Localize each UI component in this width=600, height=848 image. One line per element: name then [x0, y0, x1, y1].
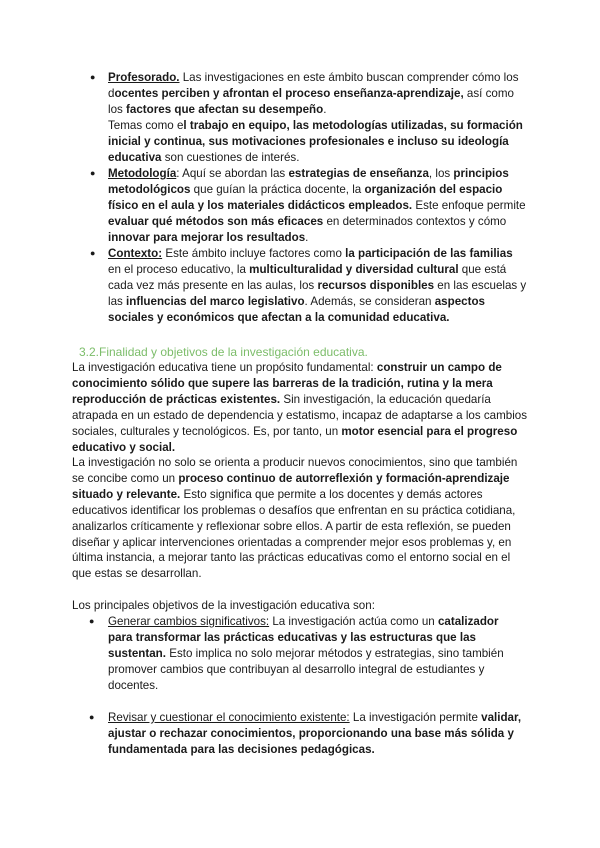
section-heading: 3.2.Finalidad y objetivos de la investigación educativa. — [79, 345, 368, 359]
paragraph-reflection — [72, 455, 530, 582]
list-item-metodologia — [108, 166, 528, 246]
rich-text — [108, 119, 523, 164]
bold-text: influencias del marco legislativo — [126, 294, 305, 308]
text-run: que guían la práctica docente, la — [190, 182, 365, 196]
objective-label: Generar cambios significativos: — [108, 615, 270, 628]
text-run: , los — [428, 167, 454, 180]
text-run: La investigación educativa tiene un propósito fundamental: — [72, 361, 377, 374]
bold-text: aspectos sociales y económicos que afectan a la comunidad educativa. — [108, 294, 485, 324]
bold-text: proceso continuo de autorreflexión y formación-aprendizaje situado y relevante. — [72, 471, 510, 501]
bold-text: evaluar qué métodos son más eficaces — [108, 214, 324, 228]
text-run: que está cada vez más presente en las aulas, los — [108, 262, 507, 292]
bullet-dot: ● — [89, 616, 95, 626]
text-run: Esto significa que permite a los docentes y demás actores educativos identificar los problemas o desafíos que enfrentan en su práctica cotidiana, analizarlos críticamente y reflexionar sobre ellos. A partir de esta reflexión, se pueden diseñar y aplicar intervenciones orientadas a comprender mejor esos problemas y, en última instancia, a mejorar tanto las prácticas educativas como el entorno social en el que estas se desarrollan. — [72, 487, 516, 581]
text-run: Esto implica no solo mejorar métodos y estrategias, sino también promover cambios que contribuyan al desarrollo integral de estudiantes y docentes. — [108, 646, 504, 692]
bullet-dot: ● — [90, 72, 96, 82]
text-run: La investigación actúa como un — [269, 615, 438, 628]
bold-text: factores que afectan su desempeño — [126, 102, 324, 116]
bold-text: catalizador para transformar las prácticas educativas y las estructuras que las sustentan. — [108, 615, 499, 660]
list-item-label: Contexto: — [108, 247, 163, 260]
text-run: Sin investigación, la educación quedaría atrapada en un estado de dependencia y estatismo, incapaz de adaptarse a los cambios sociales, culturales y tecnológicos. Es, por tanto, un — [72, 392, 528, 438]
objective-item-revisar — [108, 710, 523, 758]
bullet-dot: ● — [90, 248, 96, 258]
text-run: en determinados contextos y cómo — [323, 214, 507, 228]
text-run: La investigación permite — [349, 711, 482, 724]
rich-text — [72, 456, 517, 580]
text-run: en las escuelas y las — [108, 278, 527, 308]
text-run: . — [323, 102, 327, 116]
list-item-label: Profesorado. — [108, 71, 180, 84]
objective-label: Revisar y cuestionar el conocimiento existente: — [108, 711, 350, 724]
text-run: Este enfoque permite — [412, 198, 526, 212]
text-run: . Además, se consideran — [304, 294, 435, 308]
bold-text: construir un campo de conocimiento sólido que supere las barreras de la tradición, rutina y la mera reproducción de prácticas existentes. — [72, 361, 502, 406]
bold-text: la participación de las familias — [345, 247, 513, 260]
bullet-dot: ● — [89, 712, 95, 722]
bold-text: organización del espacio físico en el aula y los materiales didácticos empleados. — [108, 182, 503, 212]
text-run: así como los — [108, 86, 514, 116]
objective-item-cambios — [108, 614, 523, 694]
bold-text: ocentes perciben y afrontan el proceso enseñanza-aprendizaje, — [114, 86, 464, 100]
list-item-contexto — [108, 246, 528, 326]
text-run: La investigación no solo se orienta a producir nuevos conocimientos, sino que también se concibe como un — [72, 456, 518, 485]
bold-text: validar, ajustar o rechazar conocimientos, proporcionando una base más sólida y fundamentada para las decisiones pedagógicas. — [108, 711, 522, 756]
text-run: . — [305, 230, 309, 244]
text-run: en el proceso educativo, la — [108, 262, 250, 276]
bold-text: estrategias de enseñanza — [288, 167, 429, 180]
bold-text: multiculturalidad y diversidad cultural — [249, 262, 459, 276]
paragraph-purpose — [72, 360, 530, 455]
text-run: Temas como e — [108, 118, 184, 132]
text-run: Las investigaciones en este ámbito buscan comprender cómo los d — [108, 71, 519, 100]
bullet-dot: ● — [90, 168, 96, 178]
text-run: : Aquí se abordan las — [176, 167, 289, 180]
text-run: son cuestiones de interés. — [161, 150, 300, 164]
text-run: Este ámbito incluye factores como — [162, 247, 346, 260]
list-item-label: Metodología — [108, 167, 177, 180]
objectives-intro: Los principales objetivos de la investigación educativa son: — [72, 599, 375, 612]
bold-text: principios metodológicos — [108, 167, 509, 196]
rich-text — [72, 361, 527, 454]
list-item-profesorado — [108, 70, 528, 165]
bold-text: motor esencial para el progreso educativo y social. — [72, 424, 518, 454]
bold-text: recursos disponibles — [317, 278, 435, 292]
bold-text: innovar para mejorar los resultados — [108, 230, 306, 244]
rich-text — [108, 247, 526, 324]
bold-text: l trabajo en equipo, las metodologías utilizadas, su formación inicial y continua, sus motivaciones profesionales e incluso su ideología educativa — [108, 118, 523, 164]
